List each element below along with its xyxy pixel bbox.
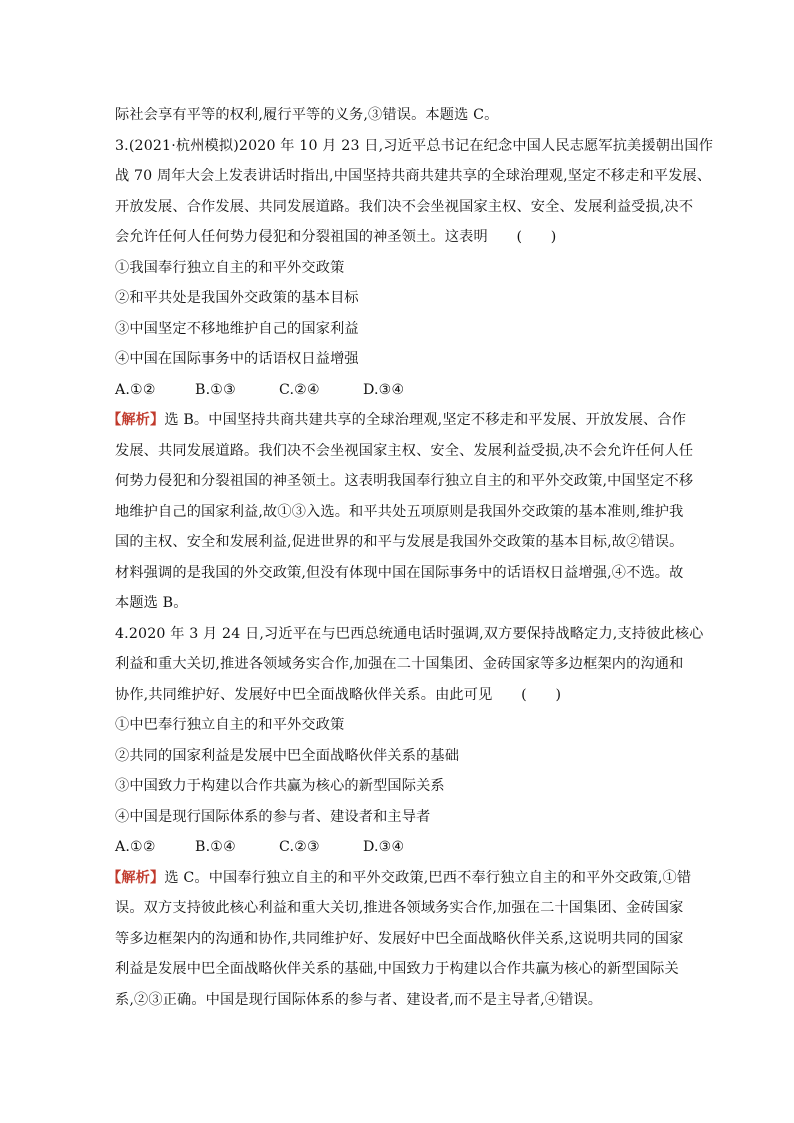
option-b: B.①④ <box>195 839 236 855</box>
question-stem-line: 4.2020 年 3 月 24 日,习近平在与巴西总统通电话时强调,双方要保持战略定力,支持彼此核心 <box>115 625 704 642</box>
analysis-tag: 【解析】 <box>107 412 165 428</box>
previous-answer-tail: 际社会享有平等的权利,履行平等的义务,③错误。本题选 C。 <box>115 107 499 123</box>
analysis-line: 何势力侵犯和分裂祖国的神圣领土。这表明我国奉行独立自主的和平外交政策,中国坚定不移 <box>115 473 694 489</box>
statement: ①中巴奉行独立自主的和平外交政策 <box>115 717 345 733</box>
option-d: D.③④ <box>363 839 405 855</box>
analysis-line: 选 C。中国奉行独立自主的和平外交政策,巴西不奉行独立自主的和平外交政策,①错 <box>164 869 692 886</box>
statement: ②共同的国家利益是发展中巴全面战略伙伴关系的基础 <box>115 747 460 764</box>
analysis <box>107 863 692 1016</box>
question-4 <box>107 619 704 1016</box>
analysis-line: 地维护自己的国家利益,故①③入选。和平共处五项原则是我国外交政策的基本准则,维护我 <box>115 503 684 520</box>
statement: ③中国坚定不移地维护自己的国家利益 <box>115 320 359 337</box>
option-a: A.①② <box>115 839 156 855</box>
question-stem-line: 会允许任何人任何势力侵犯和分裂祖国的神圣领土。这表明 ( ) <box>115 229 557 245</box>
analysis-line: 本题选 B。 <box>115 595 188 611</box>
question-stem-line: 开放发展、合作发展、共同发展道路。我们决不会坐视国家主权、安全、发展利益受损,决不 <box>115 198 694 215</box>
analysis-line: 选 B。中国坚持共商共建共享的全球治理观,坚定不移走和平发展、开放发展、合作 <box>164 412 687 428</box>
analysis-tag: 【解析】 <box>107 869 165 886</box>
option-b: B.①③ <box>195 381 236 398</box>
analysis <box>107 405 694 619</box>
analysis-line: 等多边框架内的沟通和协作,共同维护好、发展好中巴全面战略伙伴关系,这说明共同的国家 <box>115 930 684 947</box>
statement: ④中国在国际事务中的话语权日益增强 <box>115 351 359 367</box>
option-a: A.①② <box>115 381 156 398</box>
statement: ④中国是现行国际体系的参与者、建设者和主导者 <box>115 808 431 825</box>
analysis-line: 系,②③正确。中国是现行国际体系的参与者、建设者,而不是主导者,④错误。 <box>115 991 603 1008</box>
question-stem-line: 利益和重大关切,推进各领域务实合作,加强在二十国集团、金砖国家等多边框架内的沟通和 <box>115 656 684 672</box>
answer-options <box>115 832 685 863</box>
option-d: D.③④ <box>363 381 405 398</box>
option-c: C.②④ <box>279 381 320 398</box>
question-stem-line: 战 70 周年大会上发表讲话时指出,中国坚持共商共建共享的全球治理观,坚定不移走和平发展、 <box>115 168 712 184</box>
statement: ①我国奉行独立自主的和平外交政策 <box>115 259 345 276</box>
analysis-line: 利益是发展中巴全面战略伙伴关系的基础,中国致力于构建以合作共赢为核心的新型国际关 <box>115 961 679 977</box>
analysis-line: 国的主权、安全和发展利益,促进世界的和平与发展是我国外交政策的基本目标,故②错误。 <box>115 534 684 550</box>
analysis-line: 误。双方支持彼此核心利益和重大关切,推进各领域务实合作,加强在二十国集团、金砖国家 <box>115 900 684 916</box>
option-c: C.②③ <box>279 839 320 855</box>
analysis-line: 材料强调的是我国的外交政策,但没有体现中国在国际事务中的话语权日益增强,④不选。故 <box>115 564 684 581</box>
question-3 <box>107 131 714 619</box>
statement: ②和平共处是我国外交政策的基本目标 <box>115 290 359 306</box>
question-stem-line: 协作,共同维护好、发展好中巴全面战略伙伴关系。由此可见 ( ) <box>115 686 562 703</box>
statement: ③中国致力于构建以合作共赢为核心的新型国际关系 <box>115 778 445 794</box>
document-page <box>107 100 714 1015</box>
answer-options <box>115 375 685 406</box>
question-stem-line: 3.(2021·杭州模拟)2020 年 10 月 23 日,习近平总书记在纪念中国人民志愿军抗美援朝出国作 <box>115 137 714 154</box>
analysis-line: 发展、共同发展道路。我们决不会坐视国家主权、安全、发展利益受损,决不会允许任何人任 <box>115 442 694 459</box>
